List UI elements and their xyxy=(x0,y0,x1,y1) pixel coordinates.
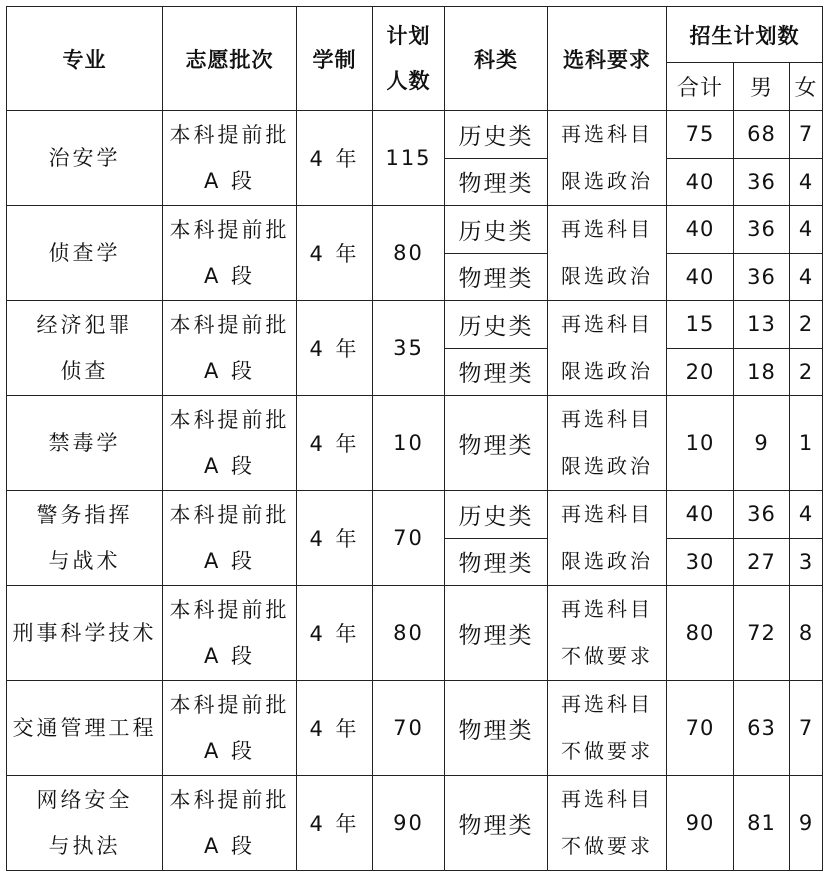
male-count-cell: 63 xyxy=(734,681,790,776)
batch-line: 本科提前批 xyxy=(169,313,290,337)
category-cell: 物理类 xyxy=(445,158,548,206)
female-count-cell: 3 xyxy=(790,538,823,586)
major-cell xyxy=(7,491,163,586)
batch-line: A 段 xyxy=(203,359,256,383)
major-name-line: 侦查学 xyxy=(48,241,121,265)
major-name-line: 经济犯罪 xyxy=(36,313,133,337)
duration-cell: 4 年 xyxy=(297,396,373,491)
duration-cell: 4 年 xyxy=(297,491,373,586)
major-name-line: 交通管理工程 xyxy=(12,716,157,740)
batch-line: A 段 xyxy=(203,739,256,763)
subject-requirement-cell xyxy=(548,776,667,871)
major-cell xyxy=(7,301,163,396)
major-name-line: 治安学 xyxy=(48,146,121,170)
total-count-cell: 20 xyxy=(667,348,734,396)
duration-cell: 4 年 xyxy=(297,301,373,396)
major-name-line: 警务指挥 xyxy=(36,503,133,527)
total-count-cell: 90 xyxy=(667,776,734,871)
table-row xyxy=(7,111,823,159)
category-cell: 历史类 xyxy=(445,206,548,254)
male-count-cell: 36 xyxy=(734,253,790,301)
male-count-cell: 36 xyxy=(734,158,790,206)
plan-count-cell: 35 xyxy=(373,301,445,396)
plan-count-cell: 80 xyxy=(373,586,445,681)
male-count-cell: 68 xyxy=(734,111,790,159)
male-count-cell: 36 xyxy=(734,206,790,254)
major-name-line: 与执法 xyxy=(48,834,121,858)
batch-cell xyxy=(163,491,297,586)
batch-line: 本科提前批 xyxy=(169,408,290,432)
category-cell: 历史类 xyxy=(445,491,548,539)
requirement-line: 限选政治 xyxy=(561,169,653,193)
category-cell: 物理类 xyxy=(445,538,548,586)
subject-requirement-cell xyxy=(548,681,667,776)
total-count-cell: 30 xyxy=(667,538,734,586)
requirement-line: 再选科目 xyxy=(561,597,653,621)
batch-line: 本科提前批 xyxy=(169,123,290,147)
header-subject-requirement: 选科要求 xyxy=(548,7,667,111)
male-count-cell: 36 xyxy=(734,491,790,539)
subject-requirement-cell xyxy=(548,586,667,681)
batch-line: A 段 xyxy=(203,834,256,858)
category-cell: 物理类 xyxy=(445,348,548,396)
category-cell: 物理类 xyxy=(445,681,548,776)
female-count-cell: 1 xyxy=(790,396,823,491)
batch-line: 本科提前批 xyxy=(169,693,290,717)
header-enrollment-plan: 招生计划数 xyxy=(667,7,823,63)
batch-line: A 段 xyxy=(203,644,256,668)
requirement-line: 再选科目 xyxy=(561,692,653,716)
total-count-cell: 40 xyxy=(667,253,734,301)
major-cell xyxy=(7,681,163,776)
major-name-line: 刑事科学技术 xyxy=(12,621,157,645)
table-row xyxy=(7,206,823,254)
male-count-cell: 72 xyxy=(734,586,790,681)
major-cell xyxy=(7,776,163,871)
category-cell: 物理类 xyxy=(445,253,548,301)
plan-count-cell: 70 xyxy=(373,681,445,776)
total-count-cell: 15 xyxy=(667,301,734,349)
plan-count-cell: 10 xyxy=(373,396,445,491)
requirement-line: 再选科目 xyxy=(561,122,653,146)
male-count-cell: 27 xyxy=(734,538,790,586)
requirement-line: 不做要求 xyxy=(561,739,653,763)
total-count-cell: 10 xyxy=(667,396,734,491)
category-cell: 物理类 xyxy=(445,396,548,491)
requirement-line: 再选科目 xyxy=(561,787,653,811)
subject-requirement-cell xyxy=(548,206,667,301)
plan-count-cell: 115 xyxy=(373,111,445,206)
batch-line: 本科提前批 xyxy=(169,218,290,242)
header-male: 男 xyxy=(734,63,790,111)
plan-count-cell: 80 xyxy=(373,206,445,301)
subject-requirement-cell xyxy=(548,301,667,396)
female-count-cell: 4 xyxy=(790,253,823,301)
batch-cell xyxy=(163,301,297,396)
major-cell xyxy=(7,206,163,301)
duration-cell: 4 年 xyxy=(297,776,373,871)
male-count-cell: 18 xyxy=(734,348,790,396)
requirement-line: 限选政治 xyxy=(561,264,653,288)
major-name-line: 禁毒学 xyxy=(48,431,121,455)
header-major: 专业 xyxy=(7,7,163,111)
female-count-cell: 9 xyxy=(790,776,823,871)
table-row xyxy=(7,776,823,871)
batch-cell xyxy=(163,681,297,776)
major-name-line: 网络安全 xyxy=(36,788,133,812)
plan-count-cell: 90 xyxy=(373,776,445,871)
requirement-line: 再选科目 xyxy=(561,217,653,241)
batch-cell xyxy=(163,776,297,871)
male-count-cell: 9 xyxy=(734,396,790,491)
batch-line: 本科提前批 xyxy=(169,503,290,527)
duration-cell: 4 年 xyxy=(297,111,373,206)
batch-cell xyxy=(163,586,297,681)
total-count-cell: 40 xyxy=(667,158,734,206)
subject-requirement-cell xyxy=(548,396,667,491)
requirement-line: 不做要求 xyxy=(561,644,653,668)
table-row xyxy=(7,491,823,539)
requirement-line: 再选科目 xyxy=(561,312,653,336)
table-body xyxy=(7,111,823,871)
requirement-line: 限选政治 xyxy=(561,454,653,478)
duration-cell: 4 年 xyxy=(297,586,373,681)
male-count-cell: 13 xyxy=(734,301,790,349)
header-female: 女 xyxy=(790,63,823,111)
header-total: 合计 xyxy=(667,63,734,111)
male-count-cell: 81 xyxy=(734,776,790,871)
requirement-line: 不做要求 xyxy=(561,834,653,858)
requirement-line: 限选政治 xyxy=(561,359,653,383)
subject-requirement-cell xyxy=(548,491,667,586)
major-cell xyxy=(7,111,163,206)
requirement-line: 限选政治 xyxy=(561,549,653,573)
batch-line: 本科提前批 xyxy=(169,788,290,812)
female-count-cell: 2 xyxy=(790,348,823,396)
total-count-cell: 40 xyxy=(667,491,734,539)
total-count-cell: 75 xyxy=(667,111,734,159)
header-plan-line1: 计划 xyxy=(386,23,431,48)
major-name-line: 与战术 xyxy=(48,549,121,573)
total-count-cell: 80 xyxy=(667,586,734,681)
enrollment-plan-table xyxy=(6,6,823,871)
female-count-cell: 4 xyxy=(790,158,823,206)
major-cell xyxy=(7,586,163,681)
total-count-cell: 40 xyxy=(667,206,734,254)
header-duration: 学制 xyxy=(297,7,373,111)
header-category: 科类 xyxy=(445,7,548,111)
batch-cell xyxy=(163,206,297,301)
category-cell: 物理类 xyxy=(445,776,548,871)
batch-line: A 段 xyxy=(203,169,256,193)
batch-line: A 段 xyxy=(203,264,256,288)
category-cell: 历史类 xyxy=(445,301,548,349)
batch-line: 本科提前批 xyxy=(169,598,290,622)
table-row xyxy=(7,586,823,681)
header-plan xyxy=(373,7,445,111)
female-count-cell: 8 xyxy=(790,586,823,681)
category-cell: 历史类 xyxy=(445,111,548,159)
female-count-cell: 4 xyxy=(790,491,823,539)
plan-count-cell: 70 xyxy=(373,491,445,586)
major-cell xyxy=(7,396,163,491)
header-plan-line2: 人数 xyxy=(386,68,431,93)
table-row xyxy=(7,301,823,349)
table-row xyxy=(7,396,823,491)
duration-cell: 4 年 xyxy=(297,206,373,301)
subject-requirement-cell xyxy=(548,111,667,206)
batch-line: A 段 xyxy=(203,454,256,478)
major-name-line: 侦查 xyxy=(60,359,109,383)
batch-line: A 段 xyxy=(203,549,256,573)
requirement-line: 再选科目 xyxy=(561,407,653,431)
female-count-cell: 7 xyxy=(790,681,823,776)
batch-cell xyxy=(163,396,297,491)
category-cell: 物理类 xyxy=(445,586,548,681)
table-row xyxy=(7,681,823,776)
female-count-cell: 4 xyxy=(790,206,823,254)
duration-cell: 4 年 xyxy=(297,681,373,776)
header-batch: 志愿批次 xyxy=(163,7,297,111)
requirement-line: 再选科目 xyxy=(561,502,653,526)
total-count-cell: 70 xyxy=(667,681,734,776)
female-count-cell: 2 xyxy=(790,301,823,349)
batch-cell xyxy=(163,111,297,206)
female-count-cell: 7 xyxy=(790,111,823,159)
